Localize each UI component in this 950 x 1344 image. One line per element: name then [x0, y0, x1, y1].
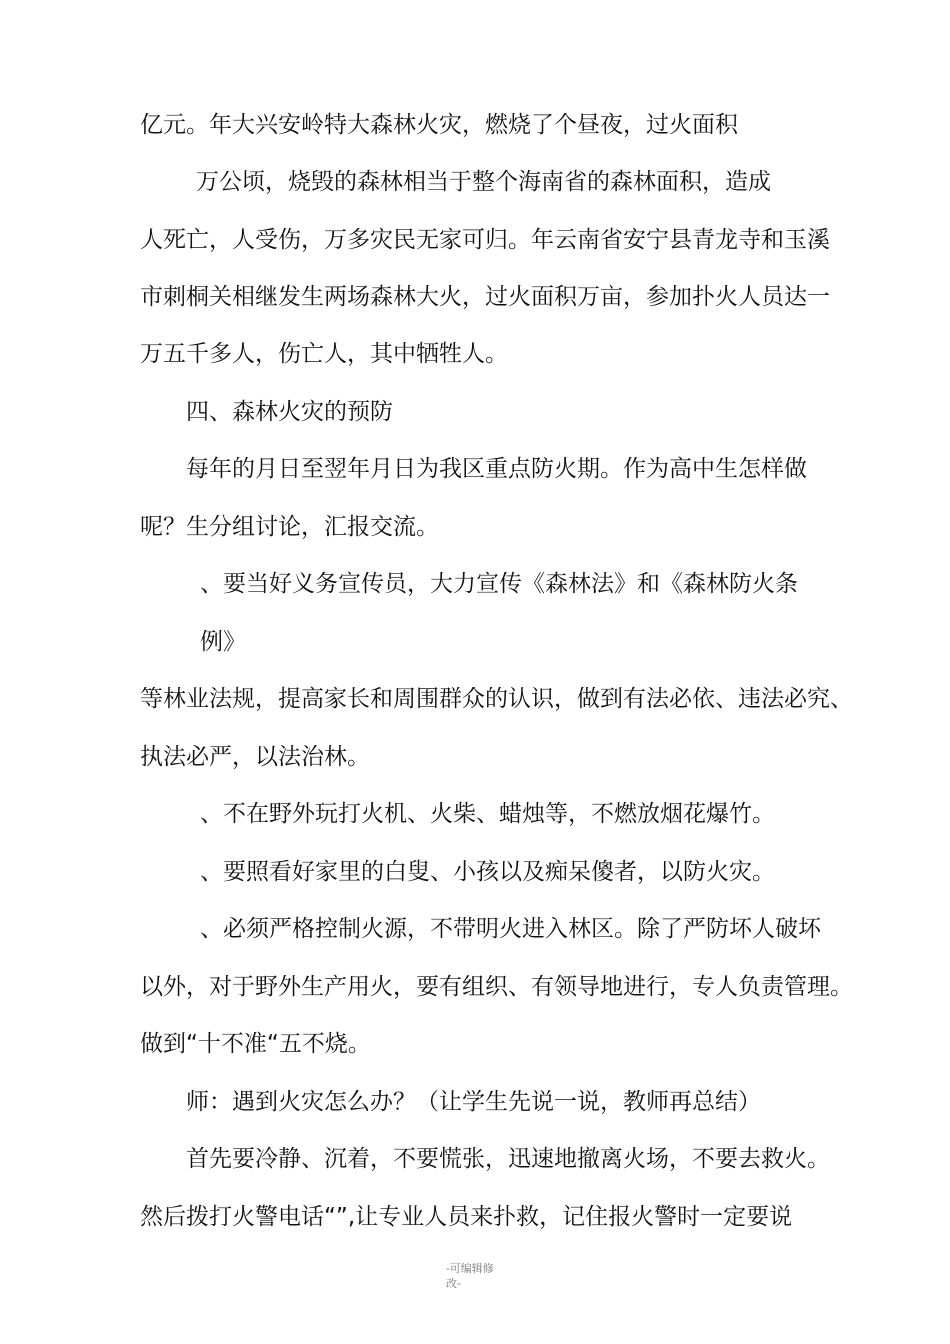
text-line: 例》 — [200, 629, 246, 655]
text-line: 市刺桐关相继发生两场森林大火，过火面积万亩，参加扑火人员达一 — [140, 284, 830, 310]
section-heading: 四、森林火灾的预防 — [186, 399, 393, 425]
list-item: 、不在野外玩打火机、火柴、蜡烛等，不燃放烟花爆竹。 — [200, 801, 775, 827]
page-footer: -可编辑修改- — [446, 1262, 494, 1290]
text-line: 然后拨打火警电话“”,让专业人员来扑救，记住报火警时一定要说 — [140, 1204, 793, 1230]
list-item: 、必须严格控制火源，不带明火进入林区。除了严防坏人破坏 — [200, 916, 821, 942]
text-line: 人死亡，人受伤，万多灾民无家可归。年云南省安宁县青龙寺和玉溪 — [140, 227, 830, 253]
list-item: 、要当好义务宣传员，大力宣传《森林法》和《森林防火条 — [200, 571, 798, 597]
text-line: 执法必严，以法治林。 — [140, 744, 370, 770]
text-line: 万五千多人，伤亡人，其中牺牲人。 — [140, 341, 508, 367]
text-line: 呢？生分组讨论，汇报交流。 — [140, 514, 439, 540]
text-line: 等林业法规，提高家长和周围群众的认识，做到有法必依、违法必究、 — [140, 686, 853, 712]
text-line: 以外，对于野外生产用火，要有组织、有领导地进行，专人负责管理。 — [140, 974, 853, 1000]
text-line: 师：遇到火灾怎么办？（让学生先说一说，教师再总结） — [186, 1089, 761, 1115]
list-item: 、要照看好家里的白叟、小孩以及痴呆傻者，以防火灾。 — [200, 859, 775, 885]
text-line: 万公顷，烧毁的森林相当于整个海南省的森林面积，造成 — [196, 169, 771, 195]
text-line: 亿元。年大兴安岭特大森林火灾，燃烧了个昼夜，过火面积 — [140, 112, 738, 138]
text-line: 首先要冷静、沉着，不要慌张，迅速地撤离火场，不要去救火。 — [186, 1146, 830, 1172]
text-line: 做到“十不准“五不烧。 — [140, 1031, 371, 1057]
text-line: 每年的月日至翌年月日为我区重点防火期。作为高中生怎样做 — [186, 456, 807, 482]
